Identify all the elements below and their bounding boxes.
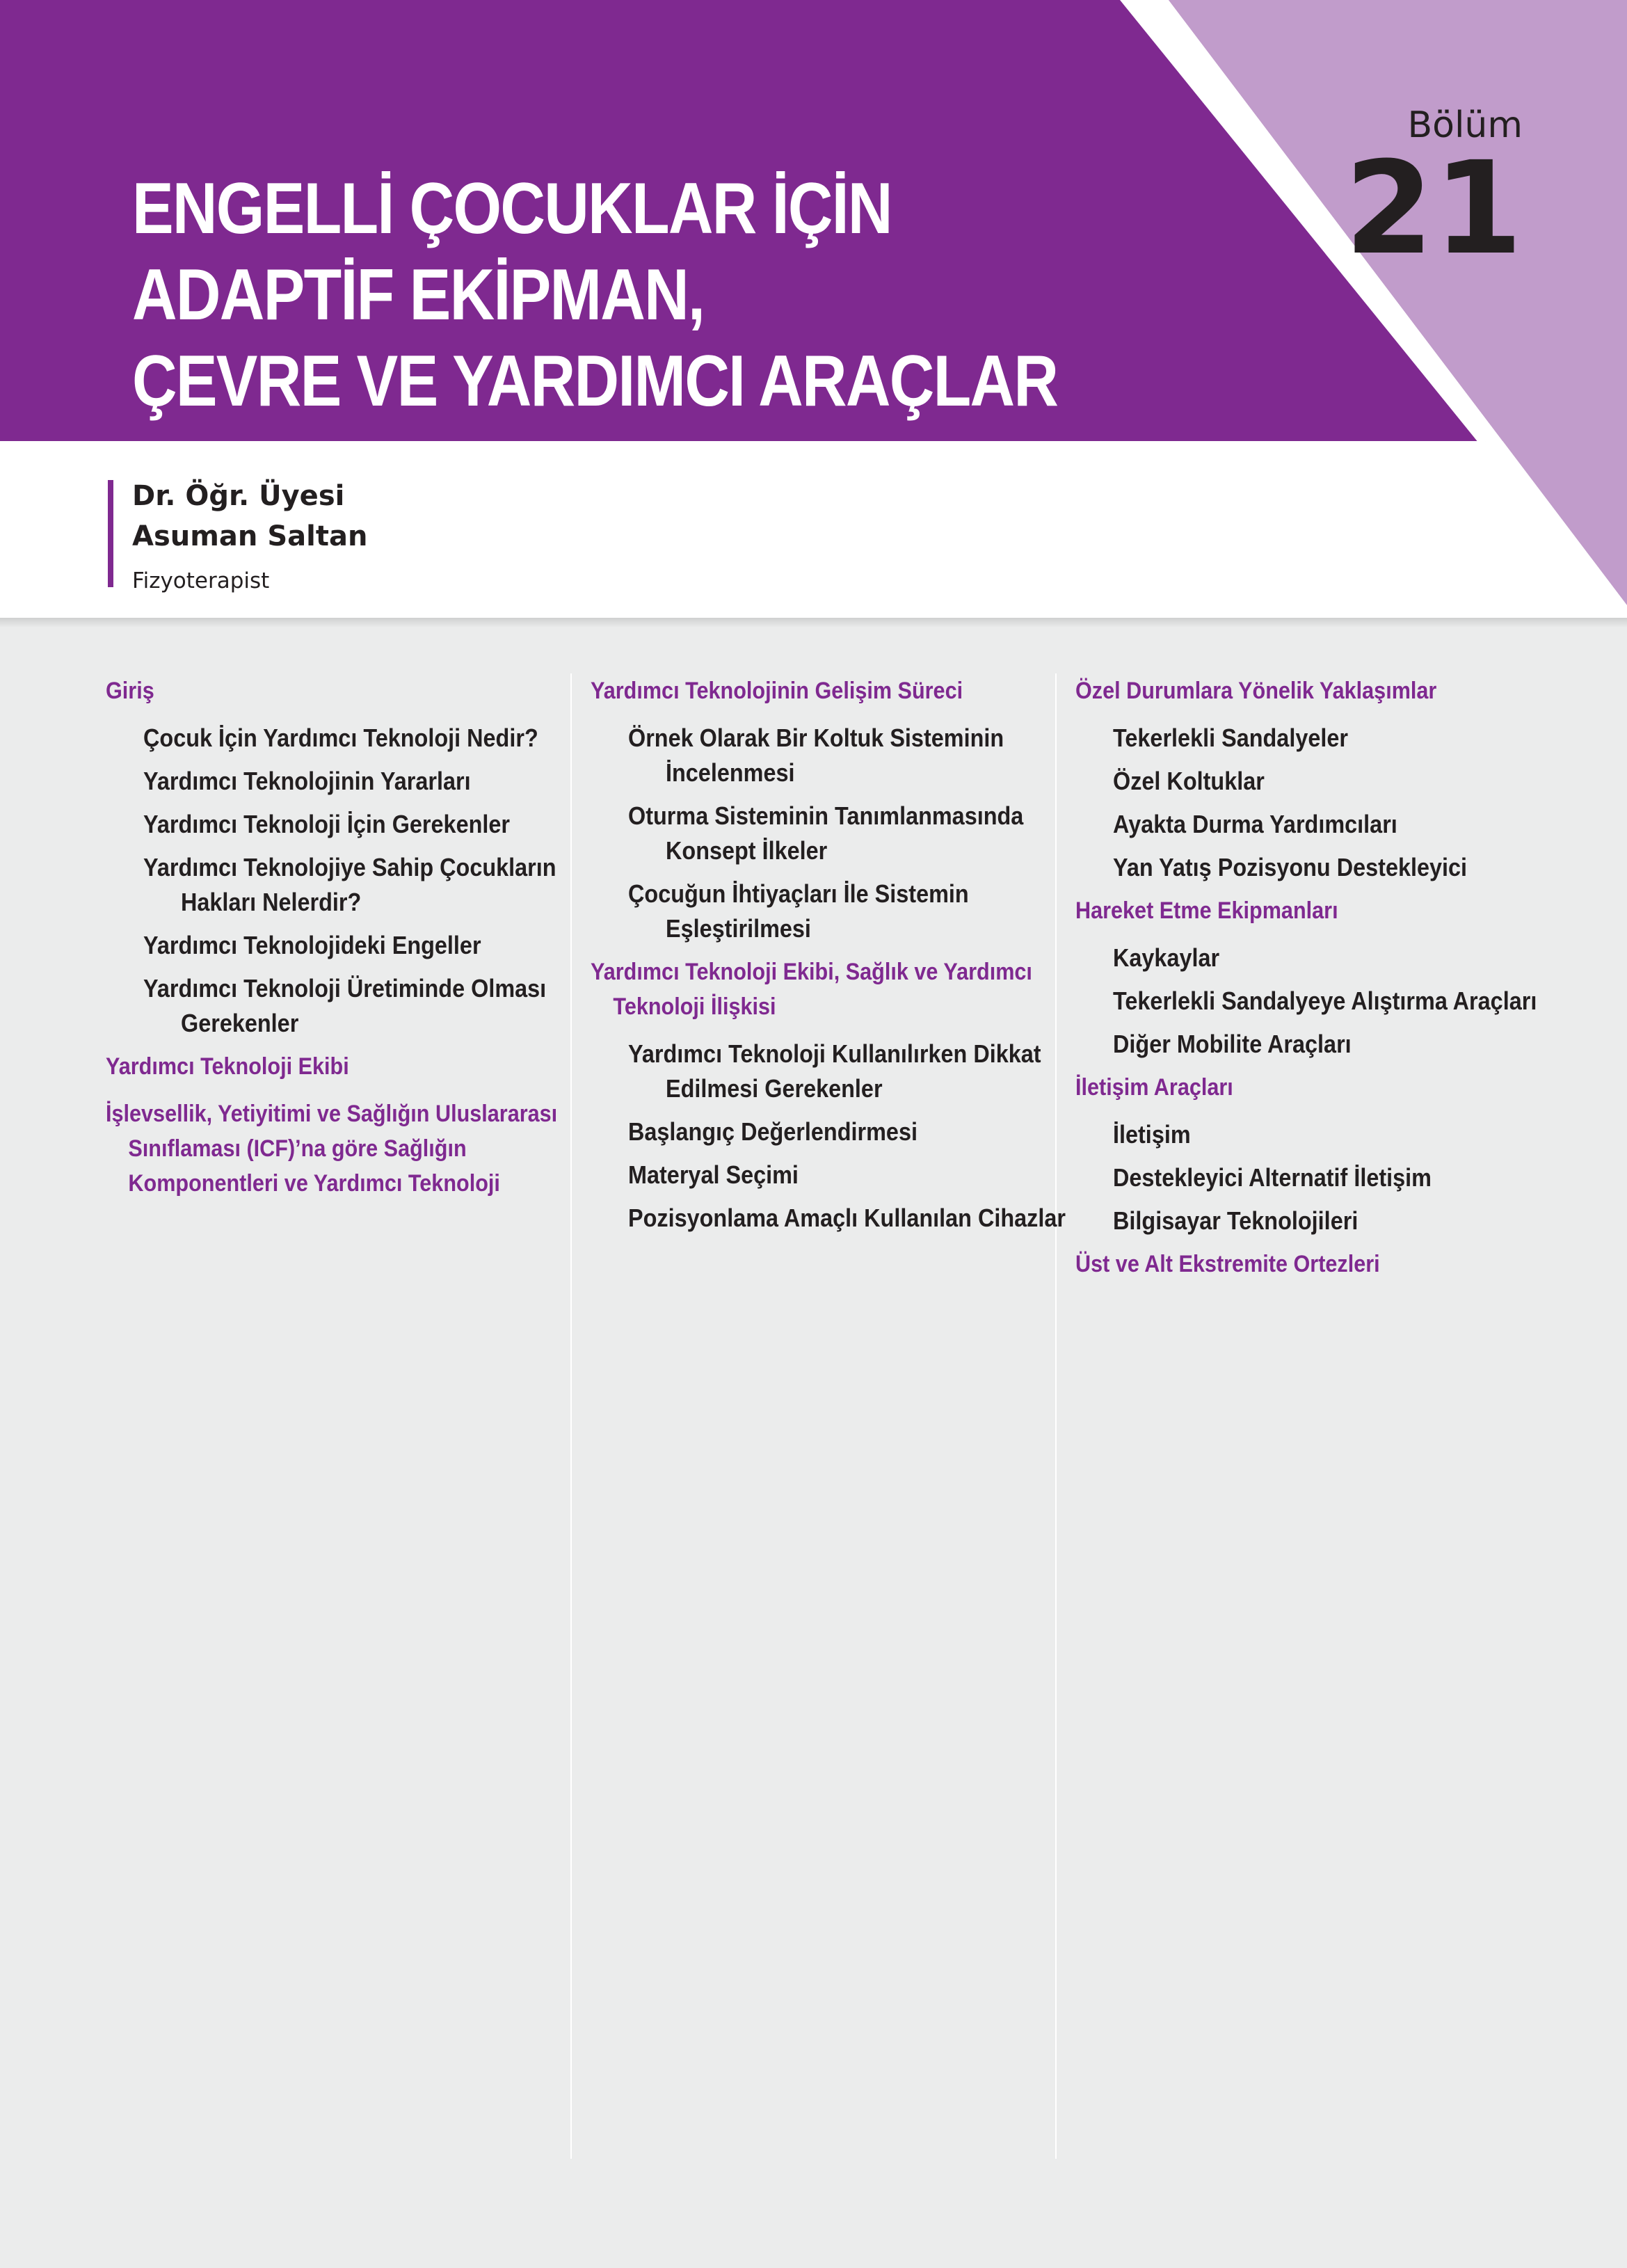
toc-section-group [1075, 1247, 1521, 1281]
toc-section-title[interactable]: İletişim Araçları [1075, 1074, 1233, 1101]
toc-item[interactable]: Oturma Sisteminin Tanımlanmasında Konsept İlkeler [628, 801, 1024, 865]
title-line-2: ADAPTİF EKİPMAN, [132, 255, 705, 335]
toc-item[interactable]: Kaykaylar [1113, 943, 1220, 972]
chapter-label: Bölüm [1407, 104, 1523, 146]
title-line-3: ÇEVRE VE YARDIMCI ARAÇLAR [132, 341, 1058, 422]
toc-item[interactable]: Çocuk İçin Yardımcı Teknoloji Nedir? [143, 724, 538, 752]
author-title: Dr. Öğr. Üyesi [132, 480, 345, 512]
toc-item[interactable]: Diğer Mobilite Araçları [1113, 1030, 1352, 1058]
toc-item[interactable]: Başlangıç Değerlendirmesi [628, 1117, 917, 1146]
author-block [132, 476, 367, 598]
toc-section-title[interactable]: Yardımcı Teknoloji Ekibi, Sağlık ve Yardımcı Teknoloji İlişkisi [591, 959, 1032, 1020]
toc-section-title[interactable]: Üst ve Alt Ekstremite Ortezleri [1075, 1251, 1380, 1277]
toc-section-title[interactable]: Hareket Etme Ekipmanları [1075, 897, 1338, 924]
title-line-1: ENGELLİ ÇOCUKLAR İÇİN [132, 168, 892, 249]
author-accent-bar [108, 480, 113, 587]
toc-item[interactable]: Özel Koltuklar [1113, 767, 1265, 795]
toc-section-title[interactable]: İşlevsellik, Yetiyitimi ve Sağlığın Uluslararası Sınıflaması (ICF)’na göre Sağlığın Komponentleri ve Yardımcı Teknoloji [106, 1101, 558, 1197]
chapter-number: 21 [1344, 134, 1523, 283]
toc-item[interactable]: Pozisyonlama Amaçlı Kullanılan Cihazlar [628, 1204, 1066, 1232]
toc-section-title[interactable]: Giriş [106, 678, 154, 704]
toc-item[interactable]: Tekerlekli Sandalyeler [1113, 724, 1349, 752]
toc-section-group [591, 673, 1036, 946]
toc-section-title[interactable]: Özel Durumlara Yönelik Yaklaşımlar [1075, 678, 1437, 704]
toc-section-group [106, 673, 556, 1041]
toc-column-1 [106, 673, 558, 1213]
toc-item[interactable]: Yardımcı Teknolojiye Sahip Çocukların Hakları Nelerdir? [143, 853, 556, 916]
toc-item[interactable]: Yardımcı Teknoloji İçin Gerekenler [143, 810, 511, 838]
toc-item[interactable]: Tekerlekli Sandalyeye Alıştırma Araçları [1113, 987, 1537, 1015]
toc-item[interactable]: Bilgisayar Teknolojileri [1113, 1206, 1358, 1235]
toc-section-group [1075, 1070, 1521, 1238]
toc-item[interactable]: İletişim [1113, 1120, 1191, 1149]
toc-item[interactable]: Materyal Seçimi [628, 1160, 799, 1189]
toc-column-2 [591, 673, 1066, 1244]
toc-item[interactable]: Ayakta Durma Yardımcıları [1113, 810, 1397, 838]
toc-section-group [106, 1096, 558, 1201]
toc-item[interactable]: Yardımcı Teknolojinin Yararları [143, 767, 471, 795]
author-role: Fizyoterapist [132, 568, 270, 593]
toc-section-title[interactable]: Yardımcı Teknoloji Ekibi [106, 1053, 349, 1080]
toc-item[interactable]: Yardımcı Teknoloji Kullanılırken Dikkat Edilmesi Gerekenler [628, 1039, 1041, 1103]
toc-section-group [591, 955, 1066, 1236]
toc-column-3 [1075, 673, 1537, 1294]
toc-section-group [1075, 673, 1521, 885]
toc-item[interactable]: Örnek Olarak Bir Koltuk Sisteminin İncelenmesi [628, 724, 1004, 787]
chapter-title [132, 166, 1058, 424]
toc-item[interactable]: Çocuğun İhtiyaçları İle Sistemin Eşleştirilmesi [628, 879, 969, 943]
toc-item[interactable]: Yardımcı Teknolojideki Engeller [143, 931, 481, 959]
toc-section-group [1075, 893, 1537, 1062]
toc-item[interactable]: Destekleyici Alternatif İletişim [1113, 1163, 1432, 1192]
toc-section-title[interactable]: Yardımcı Teknolojinin Gelişim Süreci [591, 678, 963, 704]
band-shadow [0, 618, 1627, 628]
toc-item[interactable]: Yan Yatış Pozisyonu Destekleyici [1113, 853, 1468, 881]
toc-section-group [106, 1049, 551, 1084]
toc-item[interactable]: Yardımcı Teknoloji Üretiminde Olması Gerekenler [143, 974, 547, 1037]
author-name: Asuman Saltan [132, 520, 368, 552]
